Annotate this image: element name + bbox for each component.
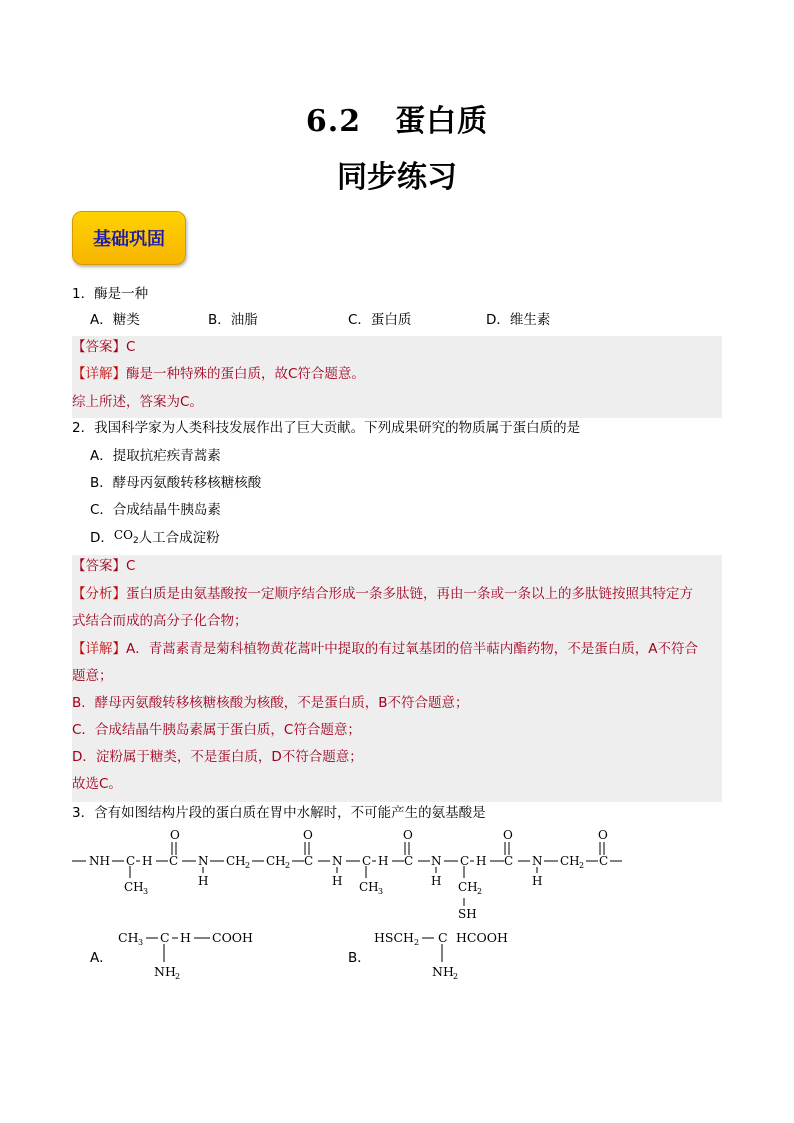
q1-option-b: B．油脂 — [208, 312, 258, 328]
q3-option-a: A． — [90, 950, 113, 966]
q3-option-b: B． — [348, 950, 371, 966]
q1-option-a: A．糖类 — [90, 312, 140, 328]
svg-text:HSCH: HSCH — [374, 930, 414, 945]
question-1-stem: 1．酶是一种 — [72, 286, 149, 302]
svg-text:N: N — [532, 854, 543, 868]
q2-option-a: A．提取抗疟疾青蒿素 — [90, 448, 221, 464]
svg-text:C: C — [169, 854, 179, 868]
q2-analysis: 【分析】蛋白质是由氨基酸按一定顺序结合形成一条多肽链，再由一条或一条以上的多肽链按照其特定方 — [72, 586, 693, 602]
q3-option-a-structure — [114, 926, 264, 984]
q2-option-c: C．合成结晶牛胰岛素 — [90, 502, 221, 518]
svg-text:H: H — [378, 854, 389, 868]
q1-option-c: C．蛋白质 — [348, 312, 412, 328]
svg-text:C: C — [504, 854, 514, 868]
svg-text:O: O — [170, 828, 180, 842]
question-2-stem: 2．我国科学家为人类科技发展作出了巨大贡献。下列成果研究的物质属于蛋白质的是 — [72, 420, 581, 436]
svg-text:N: N — [198, 854, 209, 868]
svg-text:C: C — [160, 930, 170, 945]
svg-text:2: 2 — [477, 887, 483, 896]
svg-text:HCOOH: HCOOH — [456, 930, 508, 945]
svg-text:3: 3 — [143, 887, 149, 896]
svg-text:N: N — [431, 854, 442, 868]
svg-text:CH: CH — [458, 880, 478, 894]
q2-detail-c: C．合成结晶牛胰岛素属于蛋白质，C符合题意； — [72, 722, 361, 738]
q1-option-d: D．维生素 — [486, 312, 551, 328]
svg-text:CH: CH — [359, 880, 379, 894]
svg-text:CH: CH — [266, 854, 286, 868]
svg-text:H: H — [142, 854, 153, 868]
svg-text:2: 2 — [579, 861, 585, 870]
svg-text:C: C — [438, 930, 448, 945]
svg-text:2: 2 — [245, 861, 251, 870]
svg-text:O: O — [503, 828, 513, 842]
q2-conclusion: 故选C。 — [72, 776, 122, 792]
q2-option-d: D．CO2人工合成淀粉 — [90, 528, 220, 546]
svg-text:C: C — [404, 854, 414, 868]
peptide-structure-diagram — [70, 826, 630, 924]
svg-text:CH: CH — [226, 854, 246, 868]
q1-summary: 综上所述，答案为C。 — [72, 394, 203, 410]
q2-detail-a-cont: 题意； — [72, 668, 113, 684]
svg-text:NH: NH — [432, 964, 454, 979]
svg-text:H: H — [532, 874, 543, 888]
svg-text:SH: SH — [458, 907, 477, 921]
section-badge: 基础巩固 — [72, 211, 186, 265]
svg-text:H: H — [332, 874, 343, 888]
svg-text:CH: CH — [118, 930, 139, 945]
svg-text:CH: CH — [560, 854, 580, 868]
svg-text:NH: NH — [89, 854, 110, 868]
svg-text:H: H — [180, 930, 191, 945]
q2-detail-b: B．酵母丙氨酸转移核糖核酸为核酸，不是蛋白质，B不符合题意； — [72, 695, 469, 711]
q3-option-b-structure — [372, 926, 522, 984]
svg-text:H: H — [431, 874, 442, 888]
svg-text:C: C — [599, 854, 609, 868]
svg-text:2: 2 — [414, 938, 420, 947]
q2-detail-d: D．淀粉属于糖类，不是蛋白质，D不符合题意； — [72, 749, 363, 765]
q2-answer: 【答案】C — [72, 558, 136, 574]
svg-text:H: H — [198, 874, 209, 888]
svg-text:O: O — [403, 828, 413, 842]
svg-text:3: 3 — [378, 887, 384, 896]
q2-option-b: B．酵母丙氨酸转移核糖核酸 — [90, 475, 262, 491]
svg-text:2: 2 — [285, 861, 291, 870]
q2-detail-a: 【详解】A．青蒿素青是菊科植物黄花蒿叶中提取的有过氧基团的倍半萜内酯药物，不是蛋白质，A不符合 — [72, 641, 698, 657]
svg-text:H: H — [476, 854, 487, 868]
svg-text:C: C — [362, 854, 372, 868]
svg-text:O: O — [303, 828, 313, 842]
svg-text:NH: NH — [154, 964, 176, 979]
question-3-stem: 3．含有如图结构片段的蛋白质在胃中水解时，不可能产生的氨基酸是 — [72, 805, 486, 821]
q2-analysis-cont: 式结合而成的高分子化合物； — [72, 613, 248, 629]
q1-detail: 【详解】酶是一种特殊的蛋白质，故C符合题意。 — [72, 366, 365, 382]
svg-text:3: 3 — [138, 938, 144, 947]
svg-text:2: 2 — [175, 972, 181, 981]
svg-text:COOH: COOH — [212, 930, 253, 945]
svg-text:C: C — [304, 854, 314, 868]
q1-answer: 【答案】C — [72, 339, 136, 355]
page-title: 6.2 蛋白质 — [305, 104, 489, 139]
svg-text:N: N — [332, 854, 343, 868]
svg-text:CH: CH — [124, 880, 144, 894]
svg-text:2: 2 — [453, 972, 459, 981]
page-subtitle: 同步练习 — [337, 160, 457, 195]
svg-text:C: C — [460, 854, 470, 868]
svg-text:C: C — [126, 854, 136, 868]
svg-text:O: O — [598, 828, 608, 842]
